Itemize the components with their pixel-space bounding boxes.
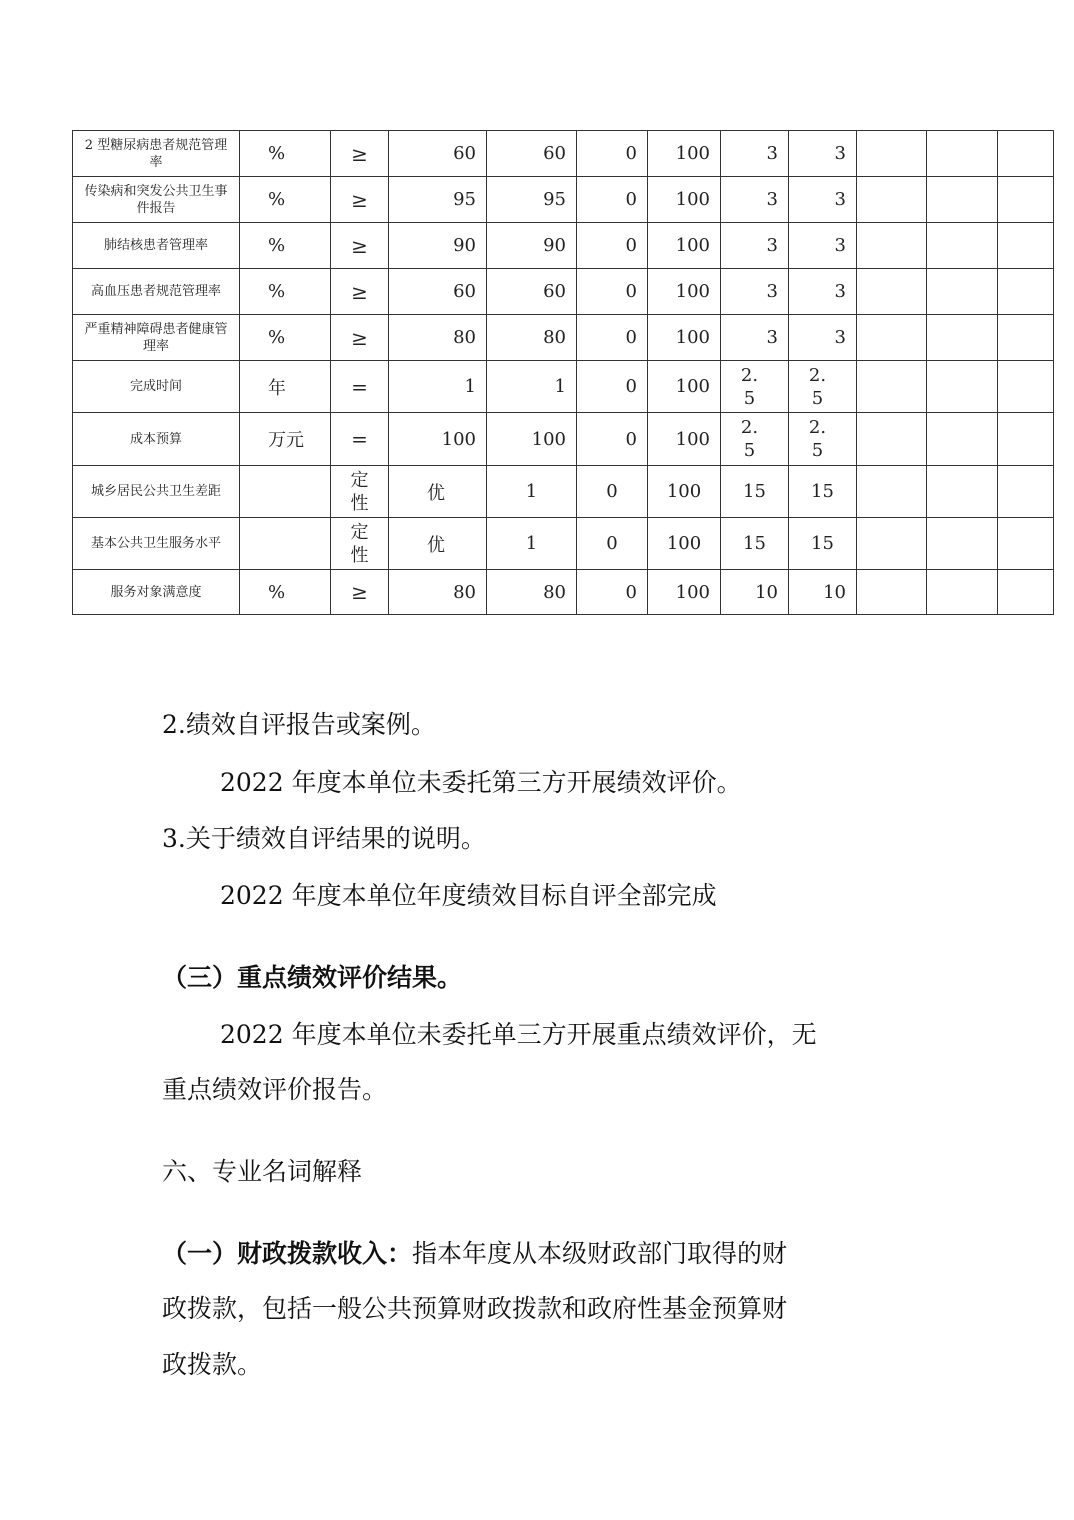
indicator-name: 严重精神障碍患者健康管理率 xyxy=(73,315,240,361)
performance-table xyxy=(72,130,1054,615)
target-value: 60 xyxy=(389,131,487,177)
section-3-body: 2022 年度本单位年度绩效目标自评全部完成 xyxy=(220,881,717,910)
col7-value: 0 xyxy=(577,518,648,570)
empty-cell xyxy=(998,131,1054,177)
operator-cell: = xyxy=(331,361,389,413)
operator-cell xyxy=(331,518,389,570)
col7-value: 0 xyxy=(577,223,648,269)
col8-value: 100 xyxy=(648,177,721,223)
operator-cell: ≥ xyxy=(331,131,389,177)
unit-cell: % xyxy=(240,131,331,177)
empty-cell xyxy=(998,413,1054,466)
operator-cell: = xyxy=(331,413,389,466)
col10-value: 3 xyxy=(789,315,857,361)
table-body xyxy=(73,131,1054,615)
actual-value: 90 xyxy=(487,223,577,269)
table-row xyxy=(73,466,1054,518)
section-2-body: 2022 年度本单位未委托第三方开展绩效评价。 xyxy=(220,768,742,797)
empty-cell xyxy=(857,466,927,518)
indicator-name: 成本预算 xyxy=(73,413,240,466)
empty-cell xyxy=(857,177,927,223)
col8-value: 100 xyxy=(648,269,721,315)
unit-cell: 年 xyxy=(240,361,331,413)
col9-value: 3 xyxy=(721,223,789,269)
target-value: 100 xyxy=(389,413,487,466)
glossary-definition: 指本年度从本级财政部门取得的财 xyxy=(412,1239,788,1268)
indicator-name: 城乡居民公共卫生差距 xyxy=(73,466,240,518)
empty-cell xyxy=(927,223,998,269)
unit-cell: % xyxy=(240,570,331,615)
empty-cell xyxy=(857,570,927,615)
col7-value: 0 xyxy=(577,315,648,361)
col9-value: 3 xyxy=(721,177,789,223)
col7-value: 0 xyxy=(577,177,648,223)
target-value: 优 xyxy=(389,518,487,570)
empty-cell xyxy=(998,269,1054,315)
col10-value-line: 2. xyxy=(808,364,827,386)
col9-value-line: 5 xyxy=(743,387,756,409)
col8-value: 100 xyxy=(648,466,721,518)
target-value: 95 xyxy=(389,177,487,223)
unit-cell: % xyxy=(240,269,331,315)
unit-cell: % xyxy=(240,223,331,269)
col9-value: 3 xyxy=(721,131,789,177)
operator-cell-line: 定 xyxy=(350,469,369,491)
col10-value: 10 xyxy=(789,570,857,615)
operator-cell: ≥ xyxy=(331,269,389,315)
col9-value xyxy=(721,413,789,466)
operator-cell: ≥ xyxy=(331,315,389,361)
col7-value: 0 xyxy=(577,269,648,315)
actual-value: 80 xyxy=(487,315,577,361)
target-value: 60 xyxy=(389,269,487,315)
section-3-heading: 3.关于绩效自评结果的说明。 xyxy=(162,824,486,853)
col10-value: 3 xyxy=(789,177,857,223)
col9-value: 3 xyxy=(721,315,789,361)
col10-value: 15 xyxy=(789,466,857,518)
empty-cell xyxy=(927,361,998,413)
empty-cell xyxy=(998,570,1054,615)
col10-value: 15 xyxy=(789,518,857,570)
empty-cell xyxy=(998,177,1054,223)
col7-value: 0 xyxy=(577,361,648,413)
empty-cell xyxy=(857,131,927,177)
empty-cell xyxy=(998,518,1054,570)
col10-value-line: 2. xyxy=(808,417,827,438)
col8-value: 100 xyxy=(648,413,721,466)
table-row xyxy=(73,177,1054,223)
section-2-heading: 2.绩效自评报告或案例。 xyxy=(162,710,436,739)
col9-value-line: 5 xyxy=(743,440,756,461)
actual-value: 100 xyxy=(487,413,577,466)
actual-value: 60 xyxy=(487,131,577,177)
col8-value: 100 xyxy=(648,518,721,570)
empty-cell xyxy=(927,466,998,518)
operator-cell: ≥ xyxy=(331,223,389,269)
col8-value: 100 xyxy=(648,131,721,177)
empty-cell xyxy=(927,315,998,361)
target-value: 90 xyxy=(389,223,487,269)
actual-value: 1 xyxy=(487,466,577,518)
col10-value-line: 5 xyxy=(811,440,824,461)
empty-cell xyxy=(927,570,998,615)
empty-cell xyxy=(857,518,927,570)
operator-cell xyxy=(331,466,389,518)
indicator-name: 高血压患者规范管理率 xyxy=(73,269,240,315)
operator-cell: ≥ xyxy=(331,177,389,223)
glossary-item-1-line1 xyxy=(162,1237,787,1271)
operator-cell-line: 性 xyxy=(350,492,369,514)
indicator-name: 完成时间 xyxy=(73,361,240,413)
table-row xyxy=(73,413,1054,466)
key-evaluation-body-line2: 重点绩效评价报告。 xyxy=(162,1075,388,1104)
empty-cell xyxy=(998,223,1054,269)
actual-value: 1 xyxy=(487,361,577,413)
empty-cell xyxy=(857,361,927,413)
empty-cell xyxy=(998,466,1054,518)
empty-cell xyxy=(857,223,927,269)
col7-value: 0 xyxy=(577,570,648,615)
col9-value-line: 2. xyxy=(740,364,759,386)
col9-value-line: 2. xyxy=(740,417,759,438)
empty-cell xyxy=(998,315,1054,361)
indicator-name: 肺结核患者管理率 xyxy=(73,223,240,269)
indicator-name: 2 型糖尿病患者规范管理率 xyxy=(73,131,240,177)
col9-value: 3 xyxy=(721,269,789,315)
col10-value: 3 xyxy=(789,131,857,177)
unit-cell xyxy=(240,466,331,518)
col7-value: 0 xyxy=(577,466,648,518)
table-row xyxy=(73,570,1054,615)
empty-cell xyxy=(857,315,927,361)
key-evaluation-heading: （三）重点绩效评价结果。 xyxy=(162,963,463,992)
empty-cell xyxy=(927,269,998,315)
target-value: 80 xyxy=(389,570,487,615)
col10-value xyxy=(789,413,857,466)
operator-cell-line: 定 xyxy=(350,521,369,543)
actual-value: 1 xyxy=(487,518,577,570)
empty-cell xyxy=(998,361,1054,413)
unit-cell: % xyxy=(240,177,331,223)
actual-value: 80 xyxy=(487,570,577,615)
col10-value-line: 5 xyxy=(811,387,824,409)
table-row xyxy=(73,223,1054,269)
target-value: 优 xyxy=(389,466,487,518)
glossary-term: （一）财政拨款收入： xyxy=(162,1239,413,1268)
indicator-name: 基本公共卫生服务水平 xyxy=(73,518,240,570)
indicator-name: 服务对象满意度 xyxy=(73,570,240,615)
operator-cell-line: 性 xyxy=(350,544,369,566)
col9-value: 15 xyxy=(721,518,789,570)
table-row xyxy=(73,131,1054,177)
col9-value: 15 xyxy=(721,466,789,518)
empty-cell xyxy=(927,518,998,570)
col10-value: 3 xyxy=(789,223,857,269)
target-value: 1 xyxy=(389,361,487,413)
col8-value: 100 xyxy=(648,315,721,361)
indicator-name: 传染病和突发公共卫生事件报告 xyxy=(73,177,240,223)
col8-value: 100 xyxy=(648,223,721,269)
key-evaluation-body-line1: 2022 年度本单位未委托单三方开展重点绩效评价，无 xyxy=(220,1020,817,1049)
actual-value: 60 xyxy=(487,269,577,315)
glossary-item-1-line3: 政拨款。 xyxy=(162,1350,263,1379)
target-value: 80 xyxy=(389,315,487,361)
col9-value xyxy=(721,361,789,413)
unit-cell: 万元 xyxy=(240,413,331,466)
table-row xyxy=(73,518,1054,570)
col7-value: 0 xyxy=(577,413,648,466)
table-row xyxy=(73,269,1054,315)
table-row xyxy=(73,315,1054,361)
glossary-item-1-line2: 政拨款，包括一般公共预算财政拨款和政府性基金预算财 xyxy=(162,1294,788,1323)
table-row xyxy=(73,361,1054,413)
actual-value: 95 xyxy=(487,177,577,223)
unit-cell xyxy=(240,518,331,570)
col7-value: 0 xyxy=(577,131,648,177)
col10-value: 3 xyxy=(789,269,857,315)
empty-cell xyxy=(857,413,927,466)
empty-cell xyxy=(927,413,998,466)
col8-value: 100 xyxy=(648,361,721,413)
empty-cell xyxy=(927,131,998,177)
col8-value: 100 xyxy=(648,570,721,615)
empty-cell xyxy=(857,269,927,315)
col10-value xyxy=(789,361,857,413)
operator-cell: ≥ xyxy=(331,570,389,615)
unit-cell: % xyxy=(240,315,331,361)
col9-value: 10 xyxy=(721,570,789,615)
empty-cell xyxy=(927,177,998,223)
glossary-heading: 六、专业名词解释 xyxy=(162,1157,363,1186)
